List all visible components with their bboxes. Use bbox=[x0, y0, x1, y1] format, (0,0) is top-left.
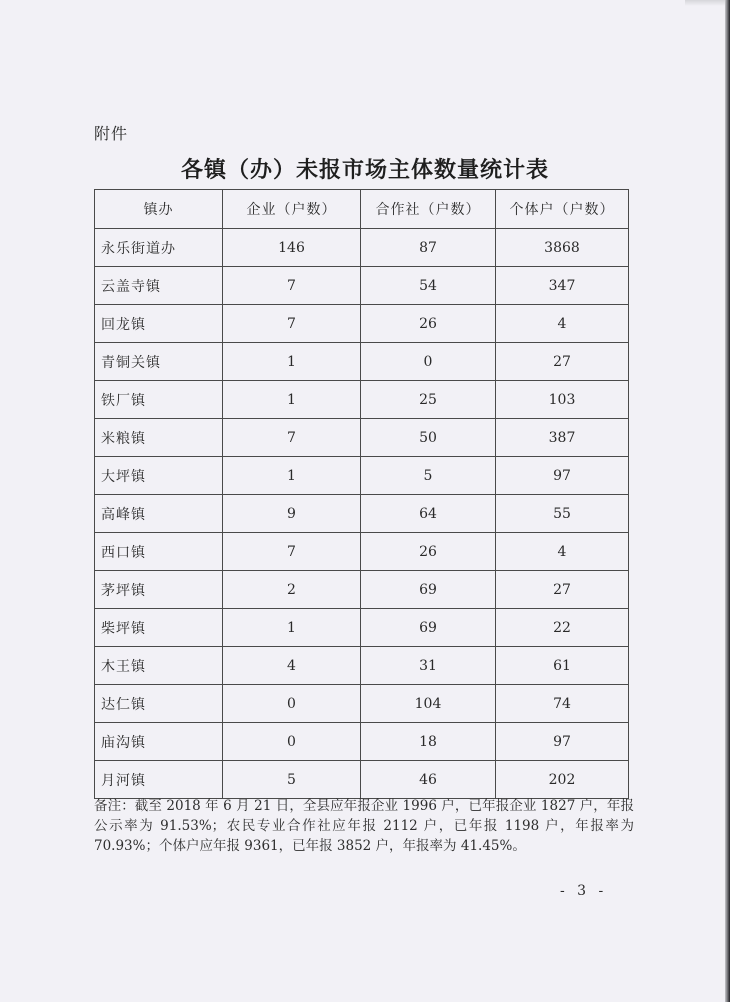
table-header-row bbox=[95, 190, 629, 229]
enterprise-cell: 7 bbox=[223, 533, 361, 571]
table-row bbox=[95, 571, 629, 609]
enterprise-cell: 7 bbox=[223, 419, 361, 457]
scan-edge-shadow bbox=[685, 0, 725, 6]
table-row bbox=[95, 267, 629, 305]
town-cell: 高峰镇 bbox=[95, 495, 223, 533]
table-row bbox=[95, 533, 629, 571]
individual-cell: 3868 bbox=[496, 229, 629, 267]
enterprise-cell: 0 bbox=[223, 685, 361, 723]
town-cell: 回龙镇 bbox=[95, 305, 223, 343]
table-body bbox=[95, 229, 629, 799]
table-row bbox=[95, 609, 629, 647]
cooperative-cell: 64 bbox=[361, 495, 496, 533]
table-row bbox=[95, 419, 629, 457]
individual-cell: 22 bbox=[496, 609, 629, 647]
cooperative-cell: 87 bbox=[361, 229, 496, 267]
town-cell: 庙沟镇 bbox=[95, 723, 223, 761]
individual-cell: 55 bbox=[496, 495, 629, 533]
town-cell: 茅坪镇 bbox=[95, 571, 223, 609]
cooperative-cell: 5 bbox=[361, 457, 496, 495]
town-cell: 永乐街道办 bbox=[95, 229, 223, 267]
individual-cell: 97 bbox=[496, 723, 629, 761]
town-cell: 西口镇 bbox=[95, 533, 223, 571]
cooperative-cell: 25 bbox=[361, 381, 496, 419]
table-row bbox=[95, 495, 629, 533]
enterprise-cell: 5 bbox=[223, 761, 361, 799]
table-row bbox=[95, 305, 629, 343]
table-row bbox=[95, 229, 629, 267]
header-cooperative: 合作社（户数） bbox=[361, 190, 496, 229]
statistics-table bbox=[94, 189, 629, 799]
cooperative-cell: 31 bbox=[361, 647, 496, 685]
enterprise-cell: 2 bbox=[223, 571, 361, 609]
footnote: 备注：截至 2018 年 6 月 21 日，全县应年报企业 1996 户，已年报企业 1827 户，年报公示率为 91.53%；农民专业合作社应年报 2112 户，已年报 1198 户，年报率为 70.93%；个体户应年报 9361，已年报 3852 户，年报率为 41.45%。 bbox=[94, 798, 634, 854]
cooperative-cell: 69 bbox=[361, 609, 496, 647]
town-cell: 木王镇 bbox=[95, 647, 223, 685]
enterprise-cell: 1 bbox=[223, 457, 361, 495]
town-cell: 月河镇 bbox=[95, 761, 223, 799]
table-row bbox=[95, 381, 629, 419]
cooperative-cell: 50 bbox=[361, 419, 496, 457]
enterprise-cell: 7 bbox=[223, 305, 361, 343]
individual-cell: 103 bbox=[496, 381, 629, 419]
enterprise-cell: 9 bbox=[223, 495, 361, 533]
individual-cell: 61 bbox=[496, 647, 629, 685]
enterprise-cell: 1 bbox=[223, 343, 361, 381]
individual-cell: 27 bbox=[496, 571, 629, 609]
town-cell: 米粮镇 bbox=[95, 419, 223, 457]
town-cell: 柴坪镇 bbox=[95, 609, 223, 647]
header-enterprise: 企业（户数） bbox=[223, 190, 361, 229]
enterprise-cell: 1 bbox=[223, 381, 361, 419]
attachment-label: 附件 bbox=[94, 124, 129, 143]
cooperative-cell: 26 bbox=[361, 533, 496, 571]
page-number: - 3 - bbox=[560, 883, 608, 899]
cooperative-cell: 69 bbox=[361, 571, 496, 609]
town-cell: 铁厂镇 bbox=[95, 381, 223, 419]
cooperative-cell: 0 bbox=[361, 343, 496, 381]
table-row bbox=[95, 343, 629, 381]
individual-cell: 4 bbox=[496, 305, 629, 343]
individual-cell: 74 bbox=[496, 685, 629, 723]
enterprise-cell: 7 bbox=[223, 267, 361, 305]
cooperative-cell: 104 bbox=[361, 685, 496, 723]
header-town: 镇办 bbox=[95, 190, 223, 229]
cooperative-cell: 26 bbox=[361, 305, 496, 343]
town-cell: 青铜关镇 bbox=[95, 343, 223, 381]
scan-edge bbox=[725, 0, 730, 1002]
table-row bbox=[95, 685, 629, 723]
individual-cell: 202 bbox=[496, 761, 629, 799]
header-individual: 个体户（户数） bbox=[496, 190, 629, 229]
enterprise-cell: 1 bbox=[223, 609, 361, 647]
individual-cell: 27 bbox=[496, 343, 629, 381]
enterprise-cell: 4 bbox=[223, 647, 361, 685]
table-row bbox=[95, 647, 629, 685]
page-title: 各镇（办）未报市场主体数量统计表 bbox=[180, 157, 549, 183]
enterprise-cell: 0 bbox=[223, 723, 361, 761]
cooperative-cell: 18 bbox=[361, 723, 496, 761]
town-cell: 大坪镇 bbox=[95, 457, 223, 495]
individual-cell: 4 bbox=[496, 533, 629, 571]
cooperative-cell: 54 bbox=[361, 267, 496, 305]
table-row bbox=[95, 761, 629, 799]
individual-cell: 347 bbox=[496, 267, 629, 305]
table-row bbox=[95, 457, 629, 495]
individual-cell: 387 bbox=[496, 419, 629, 457]
individual-cell: 97 bbox=[496, 457, 629, 495]
town-cell: 云盖寺镇 bbox=[95, 267, 223, 305]
town-cell: 达仁镇 bbox=[95, 685, 223, 723]
enterprise-cell: 146 bbox=[223, 229, 361, 267]
cooperative-cell: 46 bbox=[361, 761, 496, 799]
table-row bbox=[95, 723, 629, 761]
